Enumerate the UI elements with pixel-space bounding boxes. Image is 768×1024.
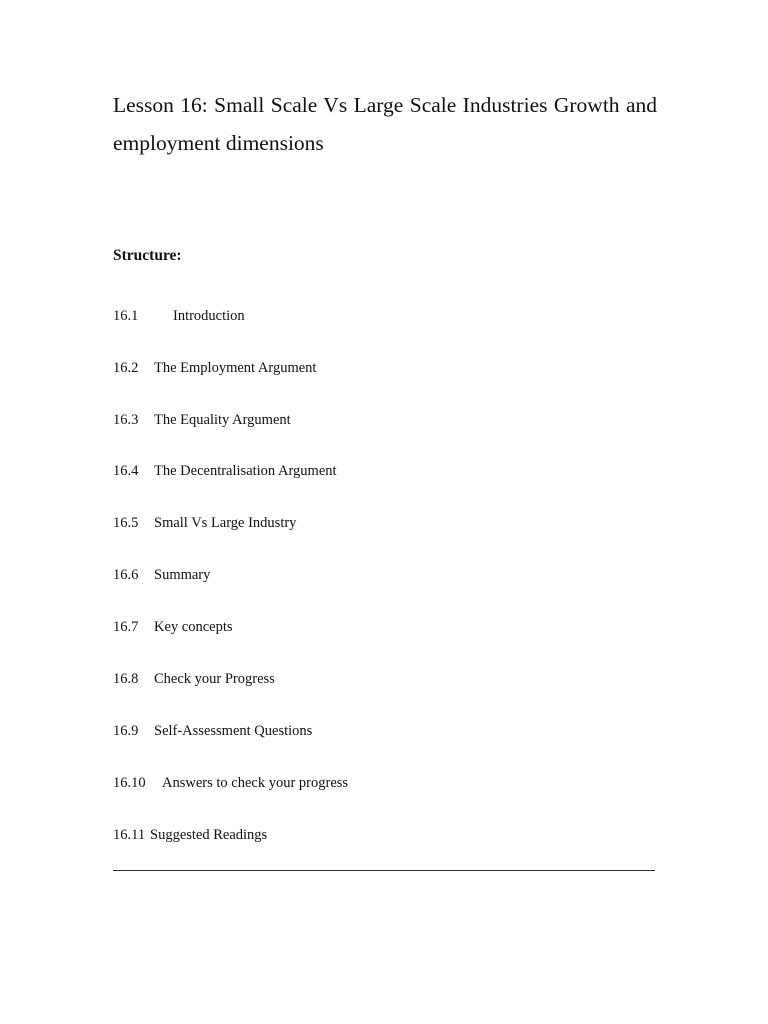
toc-number: 16.5 [113,515,139,531]
toc-number: 16.2 [113,360,139,376]
toc-label: Check your Progress [154,671,275,687]
toc-label: The Employment Argument [154,360,317,376]
toc-label: The Decentralisation Argument [154,463,337,479]
lesson-title: Lesson 16: Small Scale Vs Large Scale Industries Growth and employment dimensions [113,93,657,155]
toc-label: The Equality Argument [154,412,291,428]
toc-label: Small Vs Large Industry [154,515,297,531]
toc-number: 16.7 [113,619,139,635]
toc-label: Summary [154,567,211,583]
toc-label: Key concepts [154,619,233,635]
structure-heading: Structure: [113,247,182,264]
toc-label: Self-Assessment Questions [154,723,313,739]
toc-number: 16.3 [113,412,139,428]
horizontal-rule [113,870,655,871]
toc-number: 16.11 [113,827,146,843]
toc-number: 16.10 [113,775,146,791]
toc-label: Introduction [173,308,245,324]
toc-number: 16.6 [113,567,139,583]
toc-label: Answers to check your progress [162,775,349,791]
toc-number: 16.8 [113,671,139,687]
toc-number: 16.9 [113,723,139,739]
toc-label: Suggested Readings [150,827,268,843]
toc-number: 16.4 [113,463,139,479]
toc-number: 16.1 [113,308,139,324]
